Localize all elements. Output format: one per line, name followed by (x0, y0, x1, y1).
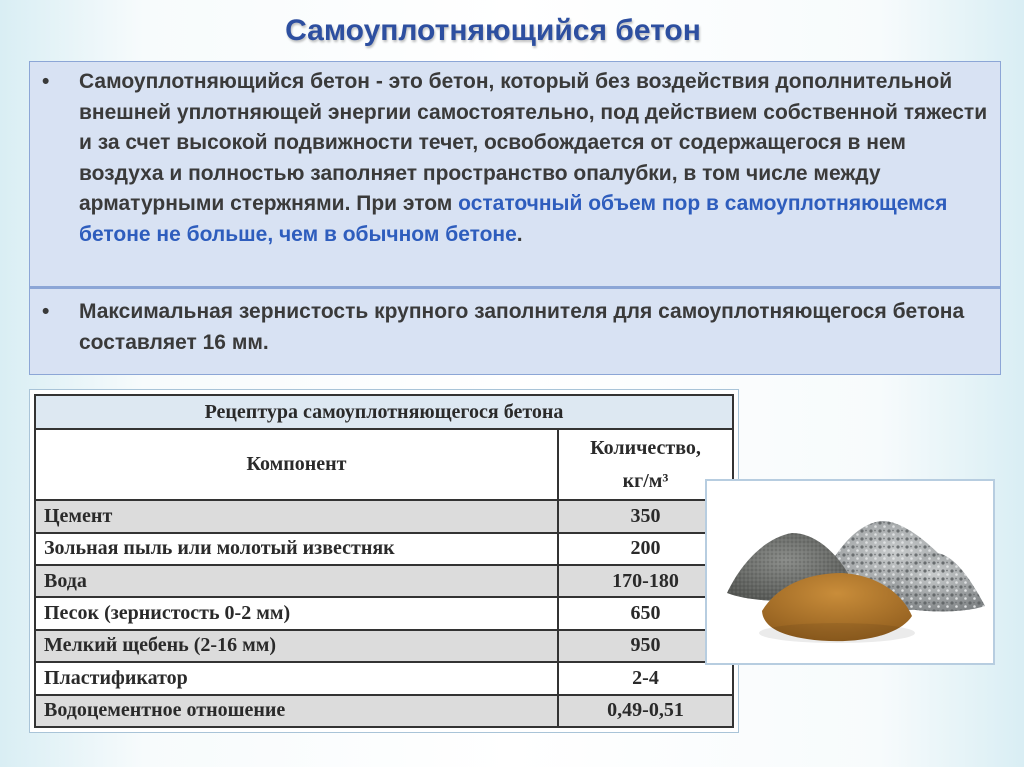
header-quantity-unit: кг/м³ (622, 469, 669, 492)
recipe-table-frame (29, 389, 739, 733)
table-row (35, 597, 733, 629)
bullet-marker: • (42, 70, 50, 93)
row-component: Цемент (35, 500, 558, 532)
bullet-grain-size (42, 297, 988, 358)
table-row (35, 662, 733, 694)
bullet-marker: • (42, 300, 50, 323)
row-quantity: 0,49-0,51 (558, 695, 733, 728)
table-row (35, 565, 733, 597)
row-quantity: 170-180 (558, 565, 733, 597)
row-component: Песок (зернистость 0-2 мм) (35, 597, 558, 629)
header-component: Компонент (35, 429, 558, 500)
row-component: Водоцементное отношение (35, 695, 558, 728)
table-header-row (35, 429, 733, 500)
slide-title: Самоуплотняющийся бетон (285, 14, 701, 47)
row-quantity: 650 (558, 597, 733, 629)
table-row (35, 695, 733, 728)
table-row (35, 533, 733, 565)
row-component: Вода (35, 565, 558, 597)
row-quantity: 950 (558, 630, 733, 662)
bullet-definition (42, 67, 988, 250)
header-quantity-label: Количество, (590, 436, 701, 459)
definition-plain-text: Самоуплотняющийся бетон - это бетон, который без воздействия дополнительной внешней уплотняющей энергии самостоятельно, под действием собственной тяжести и за счет высокой подвижности течет, освобождается от содержащегося в нем воздуха и полностью заполняет пространство опалубки, в том числе между арматурными стержнями. При этом (79, 70, 988, 215)
table-row (35, 500, 733, 532)
definition-box (29, 61, 1001, 287)
grain-size-box (29, 287, 1001, 375)
row-quantity: 2-4 (558, 662, 733, 694)
table-row (35, 630, 733, 662)
definition-highlight-text: остаточный объем пор в самоуплотняющемся бетоне не больше, чем в обычном бетоне (79, 192, 948, 246)
materials-photo (705, 479, 995, 665)
table-caption: Рецептура самоуплотняющегося бетона (35, 395, 733, 429)
aggregate-piles-image (707, 481, 993, 663)
row-component: Мелкий щебень (2-16 мм) (35, 630, 558, 662)
definition-end-text: . (516, 222, 523, 246)
row-quantity: 200 (558, 533, 733, 565)
row-quantity: 350 (558, 500, 733, 532)
row-component: Пластификатор (35, 662, 558, 694)
row-component: Зольная пыль или молотый известняк (35, 533, 558, 565)
definition-text (79, 67, 988, 250)
recipe-table (34, 394, 734, 728)
grain-size-text: Максимальная зернистость крупного заполнителя для самоуплотняющегося бетона составляет 16 мм. (79, 300, 965, 354)
